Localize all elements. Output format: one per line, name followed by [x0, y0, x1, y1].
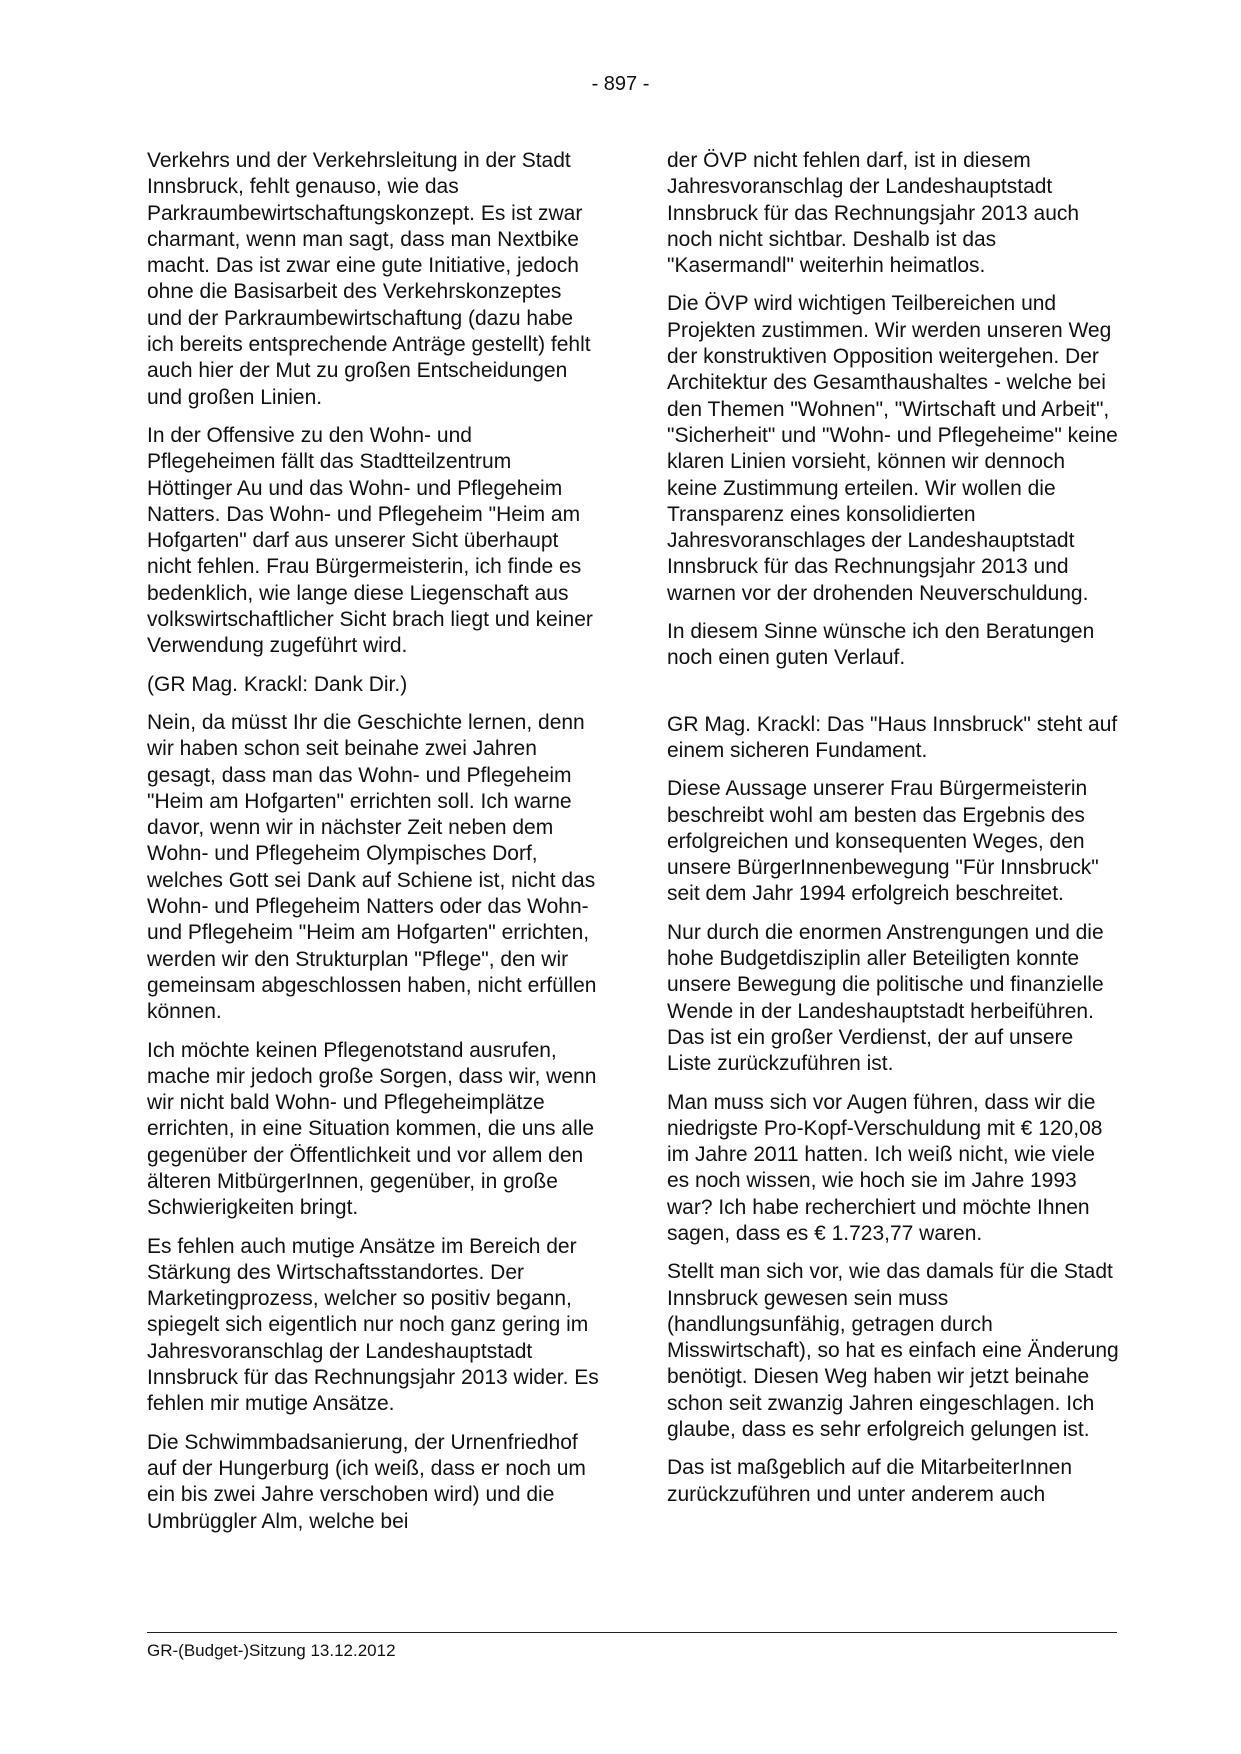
paragraph: In der Offensive zu den Wohn- und Pflegeheimen fällt das Stadtteilzentrum Höttinger Au und das Wohn- und Pflegeheim Natters. Das Wohn- und Pflegeheim "Heim am Hofgarten" darf aus unserer Sicht überhaupt nicht fehlen. Frau Bürgermeisterin, ich finde es bedenklich, wie lange diese Liegenschaft aus volkswirtschaftlicher Sicht brach liegt und keiner Verwendung zugeführt wird. [147, 423, 593, 658]
paragraph: Diese Aussage unserer Frau Bürgermeisterin beschreibt wohl am besten das Ergebnis des erfolgreichen und konsequenten Weges, den unsere BürgerInnenbewegung "Für Innsbruck" seit dem Jahr 1994 erfolgreich beschreitet. [667, 777, 1099, 906]
interjection: (GR Mag. Krackl: Dank Dir.) [147, 672, 408, 696]
paragraph: Ich möchte keinen Pflegenotstand ausrufen, mache mir jedoch große Sorgen, dass wir, wenn wir nicht bald Wohn- und Pflegeheimplätze errichten, in eine Situation kommen, die uns alle gegenüber der Öffentlichkeit und vor allem den älteren MitbürgerInnen, gegenüber, in große Schwierigkeiten bringt. [147, 1038, 597, 1220]
left-column [147, 148, 599, 1547]
paragraph: In diesem Sinne wünsche ich den Beratungen noch einen guten Verlauf. [667, 620, 1095, 670]
paragraph: Man muss sich vor Augen führen, dass wir die niedrigste Pro-Kopf-Verschuldung mit € 120,08 im Jahre 2011 hatten. Ich weiß nicht, wie viele es noch wissen, wie hoch sie im Jahre 1993 war? Ich habe recherchiert und möchte Ihnen sagen, dass es € 1.723,77 waren. [667, 1090, 1103, 1245]
paragraph: Verkehrs und der Verkehrsleitung in der Stadt Innsbruck, fehlt genauso, wie das Parkraumbewirtschaftungskonzept. Es ist zwar charmant, wenn man sagt, dass man Nextbike macht. Das ist zwar eine gute Initiative, jedoch ohne die Basisarbeit des Verkehrskonzeptes und der Parkraumbewirtschaftung (dazu habe ich bereits entsprechende Anträge gestellt) fehlt auch hier der Mut zu großen Entscheidungen und großen Linien. [147, 149, 591, 409]
footer-divider [147, 1632, 1117, 1633]
speaker-intro: GR Mag. Krackl: Das "Haus Innsbruck" steht auf einem sicheren Fundament. [667, 712, 1118, 762]
paragraph: Die ÖVP wird wichtigen Teilbereichen und Projekten zustimmen. Wir werden unseren Weg der konstruktiven Opposition weitergehen. Der Architektur des Gesamthaushaltes - welche bei den Themen "Wohnen", "Wirtschaft und Arbeit", "Sicherheit" und "Wohn- und Pflegeheime" keine klaren Linien vorsieht, können wir dennoch keine Zustimmung erteilen. Wir wollen die Transparenz eines konsolidierten Jahresvoranschlages der Landeshauptstadt Innsbruck für das Rechnungsjahr 2013 und warnen vor der drohenden Neuverschuldung. [667, 292, 1118, 605]
page-number: - 897 - [591, 73, 650, 95]
paragraph: Stellt man sich vor, wie das damals für die Stadt Innsbruck gewesen sein muss (handlungsunfähig, getragen durch Misswirtschaft), so hat es einfach eine Änderung benötigt. Diesen Weg haben wir jetzt beinahe schon seit zwanzig Jahren eingeschlagen. Ich glaube, dass es sehr erfolgreich gelungen ist. [667, 1260, 1119, 1442]
footer-session-label: GR-(Budget-)Sitzung 13.12.2012 [147, 1641, 396, 1660]
paragraph: Die Schwimmbadsanierung, der Urnenfriedhof auf der Hungerburg (ich weiß, dass er noch um ein bis zwei Jahre verschoben wird) und die Umbrüggler Alm, welche bei [147, 1430, 586, 1533]
paragraph: der ÖVP nicht fehlen darf, ist in diesem Jahresvoranschlag der Landeshauptstadt Innsbruck für das Rechnungsjahr 2013 auch noch nicht sichtbar. Deshalb ist das "Kasermandl" weiterhin heimatlos. [667, 149, 1080, 278]
paragraph: Nein, da müsst Ihr die Geschichte lernen, denn wir haben schon seit beinahe zwei Jahren gesagt, dass man das Wohn- und Pflegeheim "Heim am Hofgarten" errichten soll. Ich warne davor, wenn wir in nächster Zeit neben dem Wohn- und Pflegeheim Olympisches Dorf, welches Gott sei Dank auf Schiene ist, nicht das Wohn- und Pflegeheim Natters oder das Wohn- und Pflegeheim "Heim am Hofgarten" errichten, werden wir den Strukturplan "Pflege", den wir gemeinsam abgeschlossen haben, nicht erfüllen können. [147, 710, 597, 1024]
right-column [667, 148, 1119, 1520]
paragraph: Es fehlen auch mutige Ansätze im Bereich der Stärkung des Wirtschaftsstandortes. Der Marketingprozess, welcher so positiv begann, spiegelt sich eigentlich nur noch ganz gering im Jahresvoranschlag der Landeshauptstadt Innsbruck für das Rechnungsjahr 2013 wider. Es fehlen mir mutige Ansätze. [147, 1234, 599, 1416]
paragraph: Das ist maßgeblich auf die MitarbeiterInnen zurückzuführen und unter anderem auch [667, 1456, 1073, 1506]
paragraph: Nur durch die enormen Anstrengungen und die hohe Budgetdisziplin aller Beteiligten konnte unsere Bewegung die politische und finanzielle Wende in der Landeshauptstadt herbeiführen. Das ist ein großer Verdienst, der auf unsere Liste zurückzuführen ist. [667, 920, 1104, 1076]
